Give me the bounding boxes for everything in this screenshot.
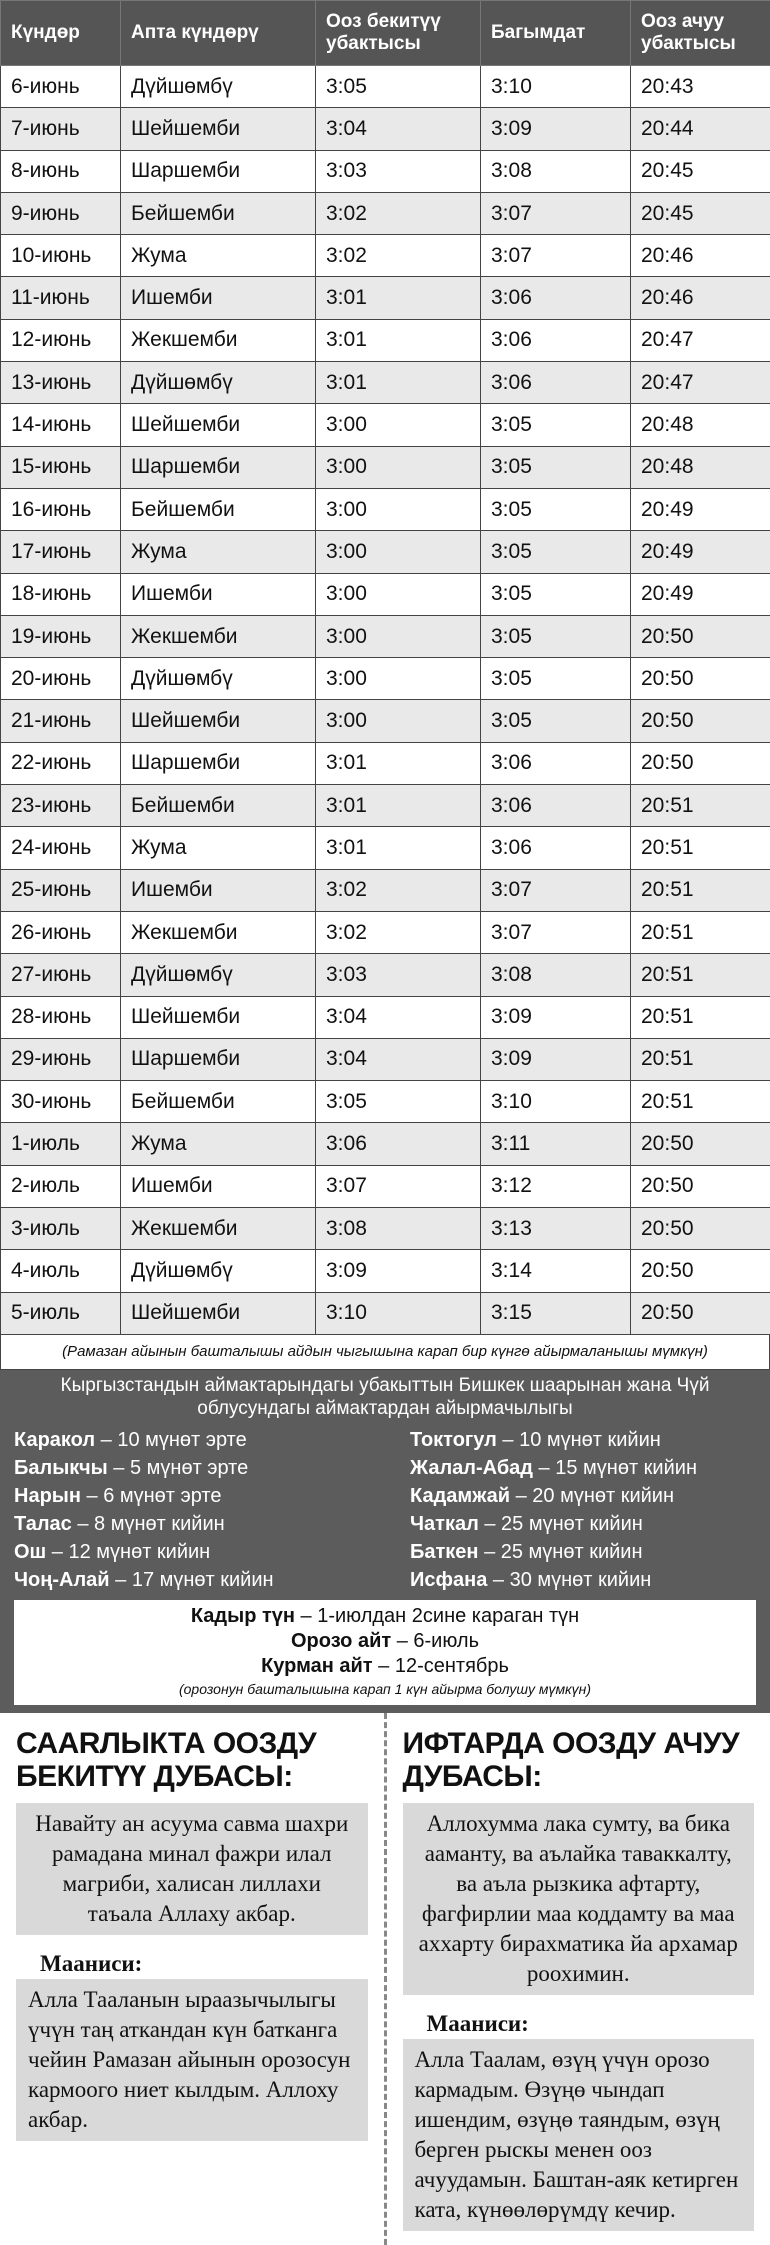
iftar-dua-text: Аллохумма лака сумту, ва бика ааманту, ва аълайка таваккалту, ва аъла рызкика афтарту, фагфирлии маа коддамту ва маа аххарту бирахматика йа архамар роохимин. bbox=[403, 1803, 755, 1995]
day-cell: 13-июнь bbox=[1, 362, 121, 404]
table-row bbox=[1, 192, 770, 234]
fajr-time-cell: 3:09 bbox=[481, 996, 631, 1038]
day-cell: 8-июнь bbox=[1, 150, 121, 192]
table-row bbox=[1, 1208, 770, 1250]
suhoor-meaning-text: Алла Тааланын ыраазычылыгы үчүн таң аткандан күн батканга чейин Рамазан айынын орозосун кармоого ниет кылдым. Аллоху акбар. bbox=[16, 1979, 368, 2141]
day-cell: 27-июнь bbox=[1, 954, 121, 996]
table-note: (Рамазан айынын башталышы айдын чыгышына карап бир күнгө айырмаланышы мүмкүн) bbox=[0, 1335, 770, 1370]
table-row bbox=[1, 785, 770, 827]
weekday-cell: Ишемби bbox=[121, 573, 316, 615]
iftar-time-cell: 20:50 bbox=[631, 700, 770, 742]
table-row bbox=[1, 827, 770, 869]
header-fajr: Багымдат bbox=[481, 1, 631, 66]
weekday-cell: Шейшемби bbox=[121, 996, 316, 1038]
weekday-cell: Шейшемби bbox=[121, 404, 316, 446]
fajr-time-cell: 3:05 bbox=[481, 531, 631, 573]
region-diff: – 10 мүнөт эрте bbox=[95, 1429, 247, 1451]
fajr-time-cell: 3:06 bbox=[481, 319, 631, 361]
region-diff: – 17 мүнөт кийин bbox=[110, 1569, 274, 1591]
region-city: Нарын bbox=[14, 1485, 81, 1507]
header-suhoor-time: Ооз бекитүү убактысы bbox=[316, 1, 481, 66]
iftar-time-cell: 20:51 bbox=[631, 954, 770, 996]
iftar-time-cell: 20:51 bbox=[631, 911, 770, 953]
region-city: Талас bbox=[14, 1513, 72, 1535]
holiday-item bbox=[14, 1629, 756, 1654]
day-cell: 19-июнь bbox=[1, 615, 121, 657]
day-cell: 24-июнь bbox=[1, 827, 121, 869]
region-item bbox=[410, 1454, 756, 1482]
suhoor-time-cell: 3:00 bbox=[316, 446, 481, 488]
suhoor-time-cell: 3:09 bbox=[316, 1250, 481, 1292]
fajr-time-cell: 3:05 bbox=[481, 446, 631, 488]
region-item bbox=[14, 1482, 360, 1510]
region-city: Чоң-Алай bbox=[14, 1569, 110, 1591]
holiday-item bbox=[14, 1604, 756, 1629]
suhoor-time-cell: 3:04 bbox=[316, 108, 481, 150]
fajr-time-cell: 3:05 bbox=[481, 700, 631, 742]
weekday-cell: Жекшемби bbox=[121, 911, 316, 953]
fajr-time-cell: 3:07 bbox=[481, 869, 631, 911]
region-diff: – 30 мүнөт кийин bbox=[487, 1569, 651, 1591]
iftar-time-cell: 20:51 bbox=[631, 869, 770, 911]
region-city: Чаткал bbox=[410, 1513, 479, 1535]
iftar-time-cell: 20:50 bbox=[631, 1250, 770, 1292]
day-cell: 10-июнь bbox=[1, 235, 121, 277]
iftar-time-cell: 20:45 bbox=[631, 192, 770, 234]
table-row bbox=[1, 531, 770, 573]
day-cell: 23-июнь bbox=[1, 785, 121, 827]
table-row bbox=[1, 1165, 770, 1207]
table-header-row bbox=[1, 1, 770, 66]
day-cell: 11-июнь bbox=[1, 277, 121, 319]
region-list-right bbox=[360, 1426, 756, 1594]
suhoor-time-cell: 3:01 bbox=[316, 319, 481, 361]
table-row bbox=[1, 150, 770, 192]
day-cell: 12-июнь bbox=[1, 319, 121, 361]
fajr-time-cell: 3:05 bbox=[481, 658, 631, 700]
header-iftar-time: Ооз ачуу убактысы bbox=[631, 1, 770, 66]
weekday-cell: Шаршемби bbox=[121, 742, 316, 784]
weekday-cell: Ишемби bbox=[121, 1165, 316, 1207]
region-section bbox=[0, 1370, 770, 1713]
day-cell: 6-июнь bbox=[1, 66, 121, 108]
weekday-cell: Шейшемби bbox=[121, 1292, 316, 1334]
suhoor-time-cell: 3:00 bbox=[316, 404, 481, 446]
suhoor-time-cell: 3:00 bbox=[316, 615, 481, 657]
table-row bbox=[1, 573, 770, 615]
fajr-time-cell: 3:09 bbox=[481, 1038, 631, 1080]
fajr-time-cell: 3:05 bbox=[481, 404, 631, 446]
fajr-time-cell: 3:06 bbox=[481, 277, 631, 319]
weekday-cell: Дүйшөмбү bbox=[121, 1250, 316, 1292]
fajr-time-cell: 3:10 bbox=[481, 66, 631, 108]
header-days: Күндөр bbox=[1, 1, 121, 66]
region-diff: – 10 мүнөт кийин bbox=[497, 1429, 661, 1451]
suhoor-time-cell: 3:00 bbox=[316, 488, 481, 530]
weekday-cell: Шейшемби bbox=[121, 700, 316, 742]
weekday-cell: Дүйшөмбү bbox=[121, 362, 316, 404]
weekday-cell: Дүйшөмбү bbox=[121, 954, 316, 996]
fajr-time-cell: 3:15 bbox=[481, 1292, 631, 1334]
iftar-meaning-text: Алла Таалам, өзүң үчүн орозо кармадым. Өзүңө чындап ишендим, өзүңө таяндым, өзүң берген рыскы менен ооз ачуудамын. Баштан-аяк кетирген ката, күнөөлөрүмдү кечир. bbox=[403, 2039, 755, 2231]
weekday-cell: Дүйшөмбү bbox=[121, 658, 316, 700]
table-row bbox=[1, 1250, 770, 1292]
suhoor-time-cell: 3:00 bbox=[316, 700, 481, 742]
suhoor-time-cell: 3:01 bbox=[316, 362, 481, 404]
suhoor-time-cell: 3:02 bbox=[316, 911, 481, 953]
prayers-section bbox=[0, 1713, 770, 2245]
iftar-time-cell: 20:50 bbox=[631, 615, 770, 657]
weekday-cell: Жума bbox=[121, 1123, 316, 1165]
table-row bbox=[1, 954, 770, 996]
iftar-prayer-title: ИФТАРДА ООЗДУ АЧУУ ДУБАСЫ: bbox=[403, 1727, 755, 1793]
holiday-name: Кадыр түн bbox=[191, 1605, 295, 1627]
weekday-cell: Жекшемби bbox=[121, 1208, 316, 1250]
weekday-cell: Дүйшөмбү bbox=[121, 66, 316, 108]
fajr-time-cell: 3:08 bbox=[481, 954, 631, 996]
iftar-time-cell: 20:51 bbox=[631, 827, 770, 869]
iftar-time-cell: 20:51 bbox=[631, 1038, 770, 1080]
table-row bbox=[1, 869, 770, 911]
fajr-time-cell: 3:07 bbox=[481, 235, 631, 277]
weekday-cell: Жума bbox=[121, 235, 316, 277]
table-row bbox=[1, 700, 770, 742]
iftar-time-cell: 20:49 bbox=[631, 488, 770, 530]
iftar-time-cell: 20:45 bbox=[631, 150, 770, 192]
iftar-time-cell: 20:50 bbox=[631, 1292, 770, 1334]
weekday-cell: Ишемби bbox=[121, 277, 316, 319]
iftar-time-cell: 20:47 bbox=[631, 362, 770, 404]
table-row bbox=[1, 446, 770, 488]
day-cell: 28-июнь bbox=[1, 996, 121, 1038]
suhoor-prayer bbox=[0, 1713, 387, 2245]
suhoor-time-cell: 3:02 bbox=[316, 235, 481, 277]
holiday-date: – 1-июлдан 2сине караган түн bbox=[295, 1605, 579, 1627]
weekday-cell: Шейшемби bbox=[121, 108, 316, 150]
iftar-time-cell: 20:46 bbox=[631, 235, 770, 277]
region-item bbox=[410, 1538, 756, 1566]
weekday-cell: Ишемби bbox=[121, 869, 316, 911]
weekday-cell: Бейшемби bbox=[121, 192, 316, 234]
table-row bbox=[1, 742, 770, 784]
suhoor-time-cell: 3:06 bbox=[316, 1123, 481, 1165]
holidays-box bbox=[14, 1600, 756, 1705]
iftar-time-cell: 20:50 bbox=[631, 1165, 770, 1207]
suhoor-time-cell: 3:08 bbox=[316, 1208, 481, 1250]
region-diff: – 6 мүнөт эрте bbox=[81, 1485, 222, 1507]
suhoor-time-cell: 3:00 bbox=[316, 573, 481, 615]
day-cell: 14-июнь bbox=[1, 404, 121, 446]
suhoor-time-cell: 3:04 bbox=[316, 1038, 481, 1080]
fajr-time-cell: 3:08 bbox=[481, 150, 631, 192]
region-city: Каракол bbox=[14, 1429, 95, 1451]
table-row bbox=[1, 488, 770, 530]
suhoor-dua-text: Навайту ан асуума савма шахри рамадана минал фажри илал магриби, халисан лиллахи таъала Аллаху акбар. bbox=[16, 1803, 368, 1935]
table-row bbox=[1, 66, 770, 108]
suhoor-time-cell: 3:00 bbox=[316, 531, 481, 573]
region-item bbox=[410, 1426, 756, 1454]
table-row bbox=[1, 277, 770, 319]
iftar-time-cell: 20:46 bbox=[631, 277, 770, 319]
iftar-time-cell: 20:50 bbox=[631, 742, 770, 784]
day-cell: 4-июль bbox=[1, 1250, 121, 1292]
region-diff: – 5 мүнөт эрте bbox=[108, 1457, 249, 1479]
iftar-meaning-label: Мааниси: bbox=[427, 2011, 755, 2037]
table-row bbox=[1, 362, 770, 404]
fajr-time-cell: 3:07 bbox=[481, 192, 631, 234]
weekday-cell: Шаршемби bbox=[121, 446, 316, 488]
header-weekday: Апта күндөрү bbox=[121, 1, 316, 66]
region-item bbox=[410, 1566, 756, 1594]
iftar-time-cell: 20:51 bbox=[631, 785, 770, 827]
iftar-time-cell: 20:44 bbox=[631, 108, 770, 150]
day-cell: 3-июль bbox=[1, 1208, 121, 1250]
iftar-time-cell: 20:50 bbox=[631, 1123, 770, 1165]
day-cell: 26-июнь bbox=[1, 911, 121, 953]
fajr-time-cell: 3:06 bbox=[481, 742, 631, 784]
iftar-prayer bbox=[387, 1713, 770, 2245]
fajr-time-cell: 3:14 bbox=[481, 1250, 631, 1292]
table-body bbox=[1, 66, 770, 1335]
holiday-item bbox=[14, 1654, 756, 1679]
fajr-time-cell: 3:12 bbox=[481, 1165, 631, 1207]
region-title: Кыргызстандын аймактарындагы убакыттын Бишкек шаарынан жана Чүй облусундагы аймактардан айырмачылыгы bbox=[14, 1374, 756, 1420]
region-item bbox=[14, 1510, 360, 1538]
holiday-date: – 12-сентябрь bbox=[373, 1655, 509, 1677]
suhoor-time-cell: 3:01 bbox=[316, 742, 481, 784]
weekday-cell: Шаршемби bbox=[121, 1038, 316, 1080]
region-diff: – 25 мүнөт кийин bbox=[479, 1513, 643, 1535]
suhoor-time-cell: 3:04 bbox=[316, 996, 481, 1038]
suhoor-time-cell: 3:10 bbox=[316, 1292, 481, 1334]
table-row bbox=[1, 235, 770, 277]
region-city: Кадамжай bbox=[410, 1485, 510, 1507]
day-cell: 20-июнь bbox=[1, 658, 121, 700]
region-city: Баткен bbox=[410, 1541, 479, 1563]
iftar-time-cell: 20:49 bbox=[631, 531, 770, 573]
fajr-time-cell: 3:07 bbox=[481, 911, 631, 953]
day-cell: 5-июль bbox=[1, 1292, 121, 1334]
weekday-cell: Жекшемби bbox=[121, 319, 316, 361]
day-cell: 9-июнь bbox=[1, 192, 121, 234]
day-cell: 2-июль bbox=[1, 1165, 121, 1207]
region-item bbox=[14, 1426, 360, 1454]
region-diff: – 8 мүнөт кийин bbox=[72, 1513, 225, 1535]
table-row bbox=[1, 1038, 770, 1080]
day-cell: 21-июнь bbox=[1, 700, 121, 742]
fajr-time-cell: 3:06 bbox=[481, 785, 631, 827]
region-city: Ош bbox=[14, 1541, 46, 1563]
fajr-time-cell: 3:05 bbox=[481, 488, 631, 530]
day-cell: 1-июль bbox=[1, 1123, 121, 1165]
suhoor-meaning-label: Мааниси: bbox=[40, 1951, 368, 1977]
fajr-time-cell: 3:11 bbox=[481, 1123, 631, 1165]
iftar-time-cell: 20:43 bbox=[631, 66, 770, 108]
table-row bbox=[1, 108, 770, 150]
suhoor-time-cell: 3:00 bbox=[316, 658, 481, 700]
fajr-time-cell: 3:05 bbox=[481, 573, 631, 615]
fajr-time-cell: 3:05 bbox=[481, 615, 631, 657]
region-item bbox=[14, 1538, 360, 1566]
suhoor-time-cell: 3:07 bbox=[316, 1165, 481, 1207]
iftar-time-cell: 20:48 bbox=[631, 404, 770, 446]
table-row bbox=[1, 615, 770, 657]
day-cell: 29-июнь bbox=[1, 1038, 121, 1080]
weekday-cell: Шаршемби bbox=[121, 150, 316, 192]
table-row bbox=[1, 911, 770, 953]
weekday-cell: Жума bbox=[121, 827, 316, 869]
iftar-time-cell: 20:51 bbox=[631, 1081, 770, 1123]
day-cell: 30-июнь bbox=[1, 1081, 121, 1123]
region-diff: – 12 мүнөт кийин bbox=[46, 1541, 210, 1563]
iftar-time-cell: 20:51 bbox=[631, 996, 770, 1038]
suhoor-time-cell: 3:05 bbox=[316, 66, 481, 108]
suhoor-time-cell: 3:05 bbox=[316, 1081, 481, 1123]
table-row bbox=[1, 658, 770, 700]
weekday-cell: Бейшемби bbox=[121, 785, 316, 827]
table-row bbox=[1, 404, 770, 446]
fajr-time-cell: 3:10 bbox=[481, 1081, 631, 1123]
day-cell: 17-июнь bbox=[1, 531, 121, 573]
region-city: Исфана bbox=[410, 1569, 487, 1591]
region-city: Токтогул bbox=[410, 1429, 497, 1451]
region-city: Балыкчы bbox=[14, 1457, 108, 1479]
region-item bbox=[410, 1482, 756, 1510]
suhoor-time-cell: 3:01 bbox=[316, 785, 481, 827]
region-item bbox=[14, 1454, 360, 1482]
holiday-name: Курман айт bbox=[261, 1655, 373, 1677]
fajr-time-cell: 3:13 bbox=[481, 1208, 631, 1250]
table-row bbox=[1, 1292, 770, 1334]
holiday-date: – 6-июль bbox=[391, 1630, 479, 1652]
region-item bbox=[410, 1510, 756, 1538]
iftar-time-cell: 20:50 bbox=[631, 1208, 770, 1250]
suhoor-time-cell: 3:03 bbox=[316, 150, 481, 192]
table-row bbox=[1, 1123, 770, 1165]
iftar-time-cell: 20:47 bbox=[631, 319, 770, 361]
iftar-time-cell: 20:48 bbox=[631, 446, 770, 488]
suhoor-time-cell: 3:02 bbox=[316, 192, 481, 234]
day-cell: 16-июнь bbox=[1, 488, 121, 530]
table-row bbox=[1, 1081, 770, 1123]
iftar-time-cell: 20:50 bbox=[631, 658, 770, 700]
day-cell: 22-июнь bbox=[1, 742, 121, 784]
holidays-note: (орозонун башталышына карап 1 күн айырма болушу мүмкүн) bbox=[14, 1679, 756, 1699]
fajr-time-cell: 3:06 bbox=[481, 827, 631, 869]
region-item bbox=[14, 1566, 360, 1594]
weekday-cell: Жекшемби bbox=[121, 615, 316, 657]
suhoor-time-cell: 3:01 bbox=[316, 827, 481, 869]
table-row bbox=[1, 319, 770, 361]
suhoor-time-cell: 3:03 bbox=[316, 954, 481, 996]
day-cell: 25-июнь bbox=[1, 869, 121, 911]
region-diff: – 20 мүнөт кийин bbox=[510, 1485, 674, 1507]
weekday-cell: Бейшемби bbox=[121, 1081, 316, 1123]
fajr-time-cell: 3:06 bbox=[481, 362, 631, 404]
iftar-time-cell: 20:49 bbox=[631, 573, 770, 615]
suhoor-time-cell: 3:02 bbox=[316, 869, 481, 911]
fajr-time-cell: 3:09 bbox=[481, 108, 631, 150]
region-diff: – 15 мүнөт кийин bbox=[533, 1457, 697, 1479]
suhoor-time-cell: 3:01 bbox=[316, 277, 481, 319]
day-cell: 15-июнь bbox=[1, 446, 121, 488]
region-list-left bbox=[14, 1426, 360, 1594]
weekday-cell: Жума bbox=[121, 531, 316, 573]
table-row bbox=[1, 996, 770, 1038]
region-diff: – 25 мүнөт кийин bbox=[479, 1541, 643, 1563]
weekday-cell: Бейшемби bbox=[121, 488, 316, 530]
region-city: Жалал-Абад bbox=[410, 1457, 533, 1479]
day-cell: 7-июнь bbox=[1, 108, 121, 150]
suhoor-prayer-title: САARЛЫКТА ООЗДУ БЕКИТҮҮ ДУБАСЫ: bbox=[16, 1727, 368, 1793]
holiday-name: Орозо айт bbox=[291, 1630, 391, 1652]
day-cell: 18-июнь bbox=[1, 573, 121, 615]
